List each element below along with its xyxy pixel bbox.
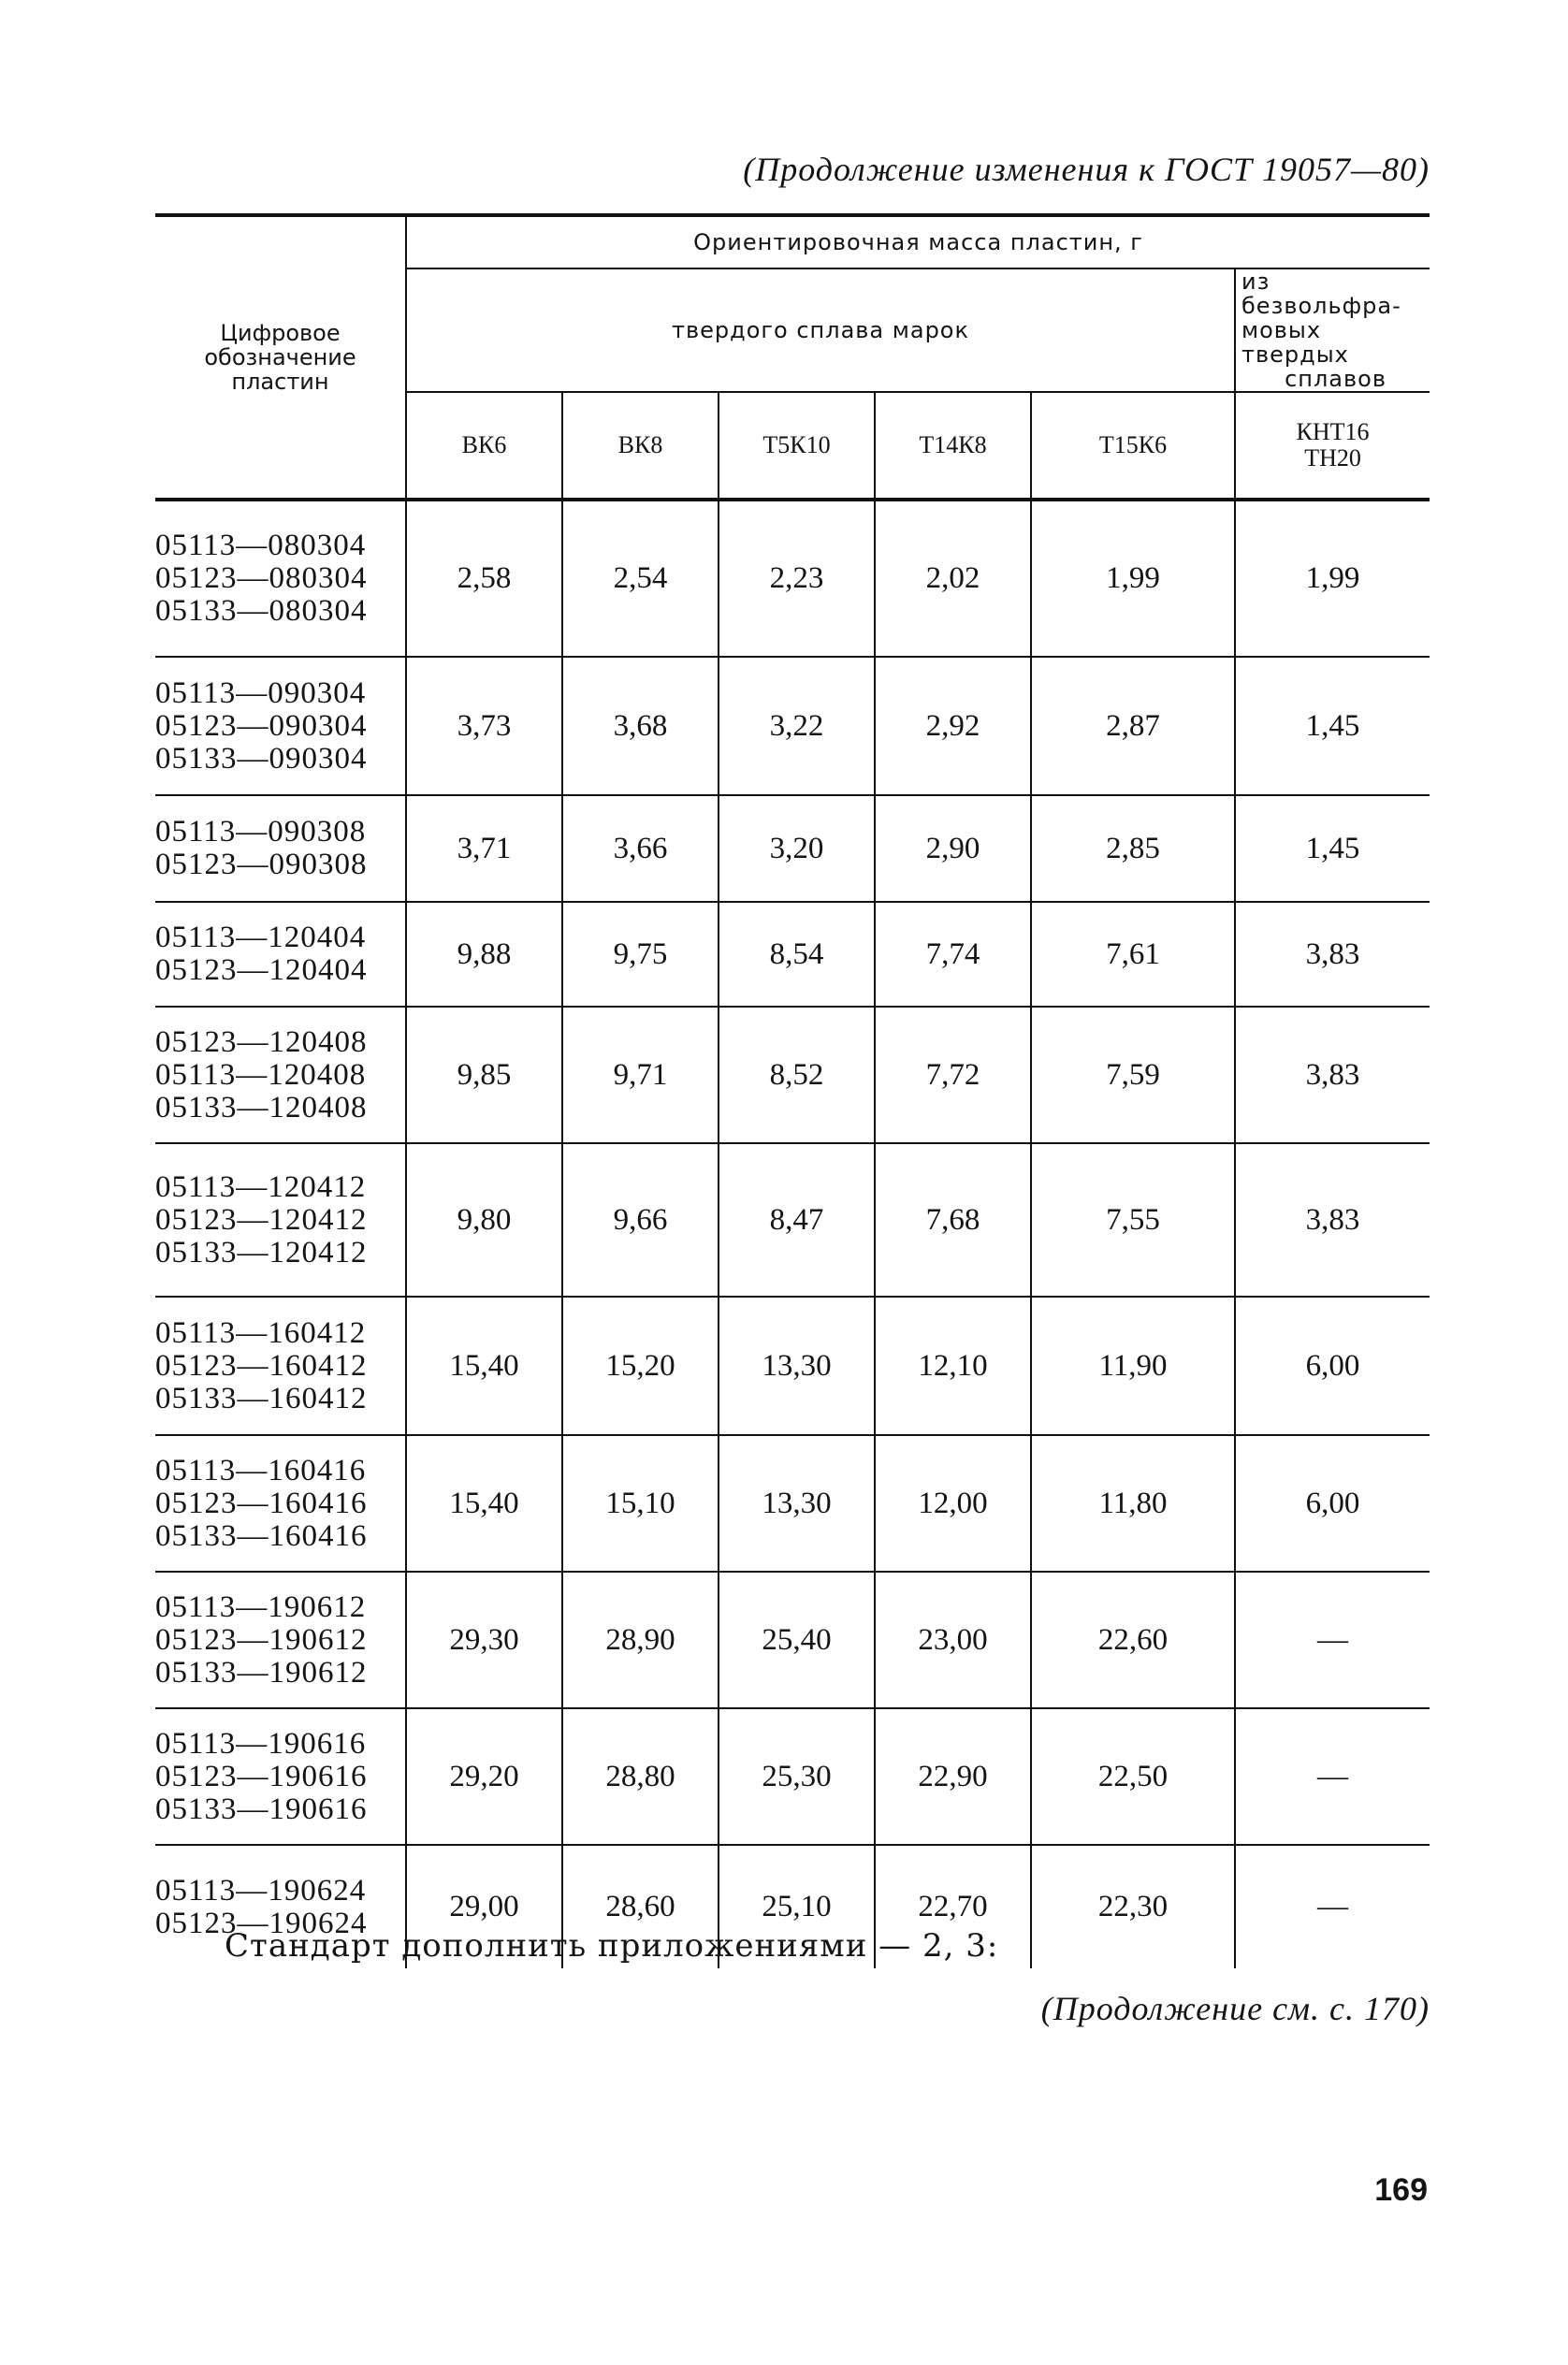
- plate-code: 05123—120408: [155, 1024, 368, 1059]
- plate-code: 05113—160416: [155, 1453, 367, 1487]
- plate-code-cell: [155, 1297, 406, 1435]
- plate-code: 05113—080304: [155, 529, 367, 562]
- mass-value-cell: 11,90: [1031, 1297, 1235, 1435]
- mass-value-cell: 25,40: [719, 1572, 875, 1708]
- mass-value-cell: 3,66: [562, 795, 719, 902]
- plate-code-cell: [155, 1572, 406, 1708]
- hard-alloy-group-header: твердого сплава марок: [406, 268, 1235, 392]
- mass-value-cell: 7,61: [1031, 902, 1235, 1007]
- mass-value-cell: 7,59: [1031, 1007, 1235, 1143]
- plate-code: 05123—160412: [155, 1348, 368, 1383]
- mass-value-cell: —: [1235, 1708, 1430, 1845]
- plate-code: 05123—160416: [155, 1486, 368, 1520]
- plate-code: 05123—080304: [155, 561, 368, 595]
- mass-value-cell: 23,00: [875, 1572, 1031, 1708]
- mass-value-cell: 9,71: [562, 1007, 719, 1143]
- mass-value-cell: 7,72: [875, 1007, 1031, 1143]
- mass-header: Ориентировочная масса пластин, г: [406, 215, 1430, 268]
- mass-value-cell: 13,30: [719, 1435, 875, 1572]
- column-header: ВК8: [562, 392, 719, 500]
- mass-value-cell: 28,60: [562, 1845, 719, 1968]
- plate-code: 05133—190612: [155, 1655, 368, 1690]
- mass-value-cell: 25,10: [719, 1845, 875, 1968]
- rowname-header: [155, 215, 406, 500]
- plate-code: 05133—190616: [155, 1792, 368, 1826]
- mass-value-cell: 2,02: [875, 500, 1031, 657]
- mass-value-cell: 3,83: [1235, 1007, 1430, 1143]
- column-header-knt: [1235, 392, 1430, 500]
- mass-value-cell: 3,73: [406, 657, 562, 795]
- nontungsten-header-line: из безвольфра-: [1241, 268, 1401, 319]
- mass-value-cell: 9,66: [562, 1143, 719, 1297]
- mass-value-cell: 25,30: [719, 1708, 875, 1845]
- plate-code: 05123—120412: [155, 1202, 368, 1237]
- mass-value-cell: 11,80: [1031, 1435, 1235, 1572]
- plate-code: 05113—120412: [155, 1169, 367, 1204]
- plate-code: 05113—090308: [155, 815, 367, 849]
- plate-code: 05113—090304: [155, 675, 367, 710]
- mass-value-cell: 15,40: [406, 1435, 562, 1572]
- mass-value-cell: 3,22: [719, 657, 875, 795]
- mass-value-cell: 6,00: [1235, 1297, 1430, 1435]
- mass-value-cell: 1,99: [1031, 500, 1235, 657]
- table-row: [155, 500, 1430, 657]
- column-header: Т5К10: [719, 392, 875, 500]
- mass-value-cell: 22,60: [1031, 1572, 1235, 1708]
- mass-value-cell: 9,88: [406, 902, 562, 1007]
- mass-value-cell: 29,20: [406, 1708, 562, 1845]
- mass-value-cell: 12,10: [875, 1297, 1031, 1435]
- plate-code: 05113—120404: [155, 921, 367, 954]
- mass-value-cell: 3,68: [562, 657, 719, 795]
- continuation-header: (Продолжение изменения к ГОСТ 19057—80): [743, 151, 1430, 188]
- plate-code: 05123—090304: [155, 708, 368, 743]
- continuation-footer: (Продолжение см. с. 170): [1040, 1990, 1430, 2027]
- mass-value-cell: 22,30: [1031, 1845, 1235, 1968]
- mass-value-cell: 1,45: [1235, 657, 1430, 795]
- mass-value-cell: 2,85: [1031, 795, 1235, 902]
- plate-code-cell: [155, 1143, 406, 1297]
- mass-value-cell: 22,90: [875, 1708, 1031, 1845]
- rowname-header-line: Цифровое: [220, 320, 341, 346]
- nontungsten-header-line: сплавов: [1285, 366, 1387, 392]
- mass-value-cell: 7,74: [875, 902, 1031, 1007]
- mass-value-cell: 15,10: [562, 1435, 719, 1572]
- plate-code-cell: [155, 657, 406, 795]
- mass-value-cell: 3,83: [1235, 1143, 1430, 1297]
- mass-value-cell: —: [1235, 1572, 1430, 1708]
- table-body: [155, 500, 1430, 1968]
- plate-code-cell: [155, 1708, 406, 1845]
- plate-code: 05133—090304: [155, 741, 368, 776]
- table-row: [155, 1572, 1430, 1708]
- mass-value-cell: 6,00: [1235, 1435, 1430, 1572]
- plate-code: 05113—190612: [155, 1589, 367, 1624]
- nontungsten-header-line: мовых твердых: [1241, 317, 1349, 368]
- plate-code-cell: [155, 902, 406, 1007]
- mass-value-cell: 2,92: [875, 657, 1031, 795]
- mass-value-cell: 3,83: [1235, 902, 1430, 1007]
- mass-table-container: [155, 213, 1430, 1968]
- mass-value-cell: 3,71: [406, 795, 562, 902]
- appendix-note: Стандарт дополнить приложениями — 2, 3:: [225, 1927, 999, 1965]
- table-row: [155, 1143, 1430, 1297]
- rowname-header-line: обозначение: [204, 344, 356, 370]
- mass-value-cell: 28,90: [562, 1572, 719, 1708]
- column-header: Т15К6: [1031, 392, 1235, 500]
- plate-code: 05123—190624: [155, 1906, 368, 1940]
- plate-code-cell: [155, 795, 406, 902]
- mass-value-cell: 2,90: [875, 795, 1031, 902]
- plate-code: 05113—190616: [155, 1726, 367, 1761]
- plate-code: 05113—120408: [155, 1057, 367, 1092]
- plate-code: 05133—160412: [155, 1381, 368, 1415]
- plate-code-cell: [155, 1007, 406, 1143]
- column-header: ВК6: [406, 392, 562, 500]
- mass-value-cell: 7,55: [1031, 1143, 1235, 1297]
- plate-mass-table: [155, 213, 1430, 1968]
- table-row: [155, 1435, 1430, 1572]
- table-row: [155, 795, 1430, 902]
- mass-value-cell: 3,20: [719, 795, 875, 902]
- table-row: [155, 1297, 1430, 1435]
- column-header-line: КНТ16: [1296, 418, 1370, 445]
- mass-value-cell: 29,30: [406, 1572, 562, 1708]
- column-header-line: ТН20: [1304, 444, 1361, 472]
- table-row: [155, 1007, 1430, 1143]
- mass-value-cell: 2,87: [1031, 657, 1235, 795]
- plate-code: 05113—160412: [155, 1315, 367, 1350]
- column-header: Т14К8: [875, 392, 1031, 500]
- mass-value-cell: 9,80: [406, 1143, 562, 1297]
- mass-value-cell: 9,75: [562, 902, 719, 1007]
- mass-value-cell: 8,54: [719, 902, 875, 1007]
- mass-value-cell: 12,00: [875, 1435, 1031, 1572]
- mass-value-cell: 29,00: [406, 1845, 562, 1968]
- plate-code: 05133—160416: [155, 1518, 368, 1553]
- mass-value-cell: 28,80: [562, 1708, 719, 1845]
- table-row: [155, 657, 1430, 795]
- mass-value-cell: 13,30: [719, 1297, 875, 1435]
- plate-code: 05123—190616: [155, 1759, 368, 1793]
- table-row: [155, 1708, 1430, 1845]
- mass-value-cell: 22,50: [1031, 1708, 1235, 1845]
- plate-code-cell: [155, 500, 406, 657]
- plate-code: 05123—090308: [155, 848, 368, 881]
- mass-value-cell: 2,23: [719, 500, 875, 657]
- plate-code: 05133—120412: [155, 1235, 368, 1270]
- plate-code: 05123—120404: [155, 953, 368, 987]
- mass-value-cell: 22,70: [875, 1845, 1031, 1968]
- mass-value-cell: 15,20: [562, 1297, 719, 1435]
- plate-code-cell: [155, 1435, 406, 1572]
- mass-value-cell: 7,68: [875, 1143, 1031, 1297]
- mass-value-cell: 2,58: [406, 500, 562, 657]
- mass-value-cell: 15,40: [406, 1297, 562, 1435]
- plate-code: 05133—120408: [155, 1090, 368, 1124]
- mass-value-cell: 1,99: [1235, 500, 1430, 657]
- mass-value-cell: 8,47: [719, 1143, 875, 1297]
- plate-code: 05123—190612: [155, 1622, 368, 1657]
- rowname-header-line: пластин: [231, 369, 329, 395]
- mass-value-cell: 9,85: [406, 1007, 562, 1143]
- mass-value-cell: 8,52: [719, 1007, 875, 1143]
- mass-value-cell: 1,45: [1235, 795, 1430, 902]
- nontungsten-group-header: [1235, 268, 1430, 392]
- page-number: 169: [1374, 2172, 1428, 2208]
- plate-code: 05113—190624: [155, 1873, 367, 1908]
- table-row: [155, 902, 1430, 1007]
- mass-value-cell: 2,54: [562, 500, 719, 657]
- plate-code: 05133—080304: [155, 594, 368, 628]
- mass-value-cell: —: [1317, 1890, 1349, 1923]
